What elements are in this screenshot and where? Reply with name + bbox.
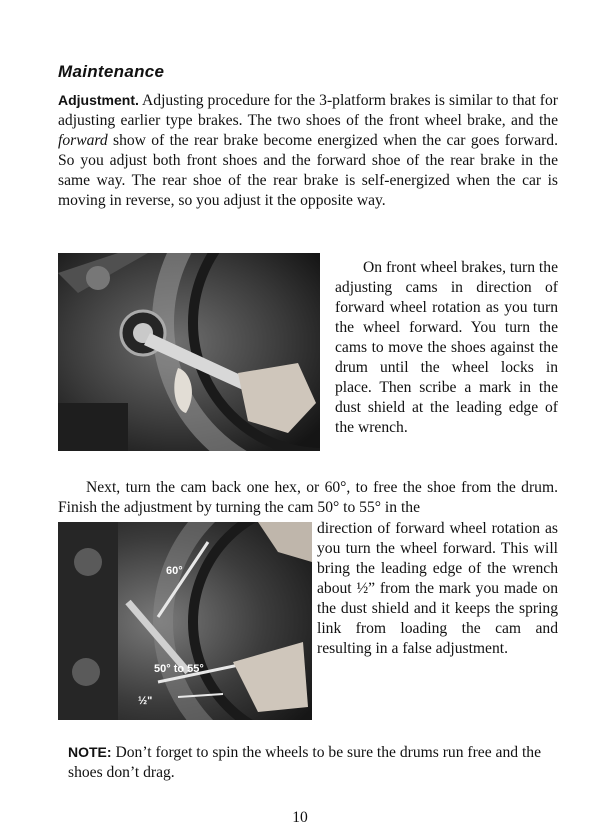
intro-text-2: show of the rear brake become energized when the car goes forward. So you adjust both front shoes and the forward shoe of the rear brake in the same way. The rear shoe of the rear brake is self-energized when the car is moving in reverse, so you adjust it the opposite way. [58, 132, 558, 209]
note-label: NOTE: [68, 744, 112, 760]
intro-paragraph [58, 90, 558, 211]
label-50-to-55-degrees: 50° to 55° [154, 663, 204, 675]
label-half-inch: ½" [138, 695, 153, 707]
intro-text-1: Adjusting procedure for the 3-platform brakes is similar to that for adjusting earlier type brakes. The two shoes of the front wheel brake, and the [58, 92, 558, 129]
photo-2-illustration [58, 522, 312, 720]
intro-emphasis: forward [58, 132, 108, 149]
photo-1-illustration [58, 253, 320, 451]
figure-1-caption: On front wheel brakes, turn the adjusting cams in direction of forward wheel rotation as you turn the wheel forward. You turn the cams to move the shoes against the drum until the wheel locks in place. Then scribe a mark in the dust shield at the leading edge of the wrench. [335, 259, 558, 436]
section-title: Maintenance [58, 62, 165, 81]
page-number: 10 [292, 809, 308, 826]
label-60-degrees: 60° [166, 565, 183, 577]
paragraph-2: Next, turn the cam back one hex, or 60°, to free the shoe from the drum. Finish the adjustment by turning the cam 50° to 55° in the [58, 479, 558, 516]
note-text: Don’t forget to spin the wheels to be sure the drums run free and the shoes don’t drag. [68, 744, 542, 781]
note [68, 742, 548, 783]
paragraph-2-continued: direction of forward wheel rotation as you turn the wheel forward. This will bring the leading edge of the wrench about ½” from the mark you made on the dust shield and it keeps the spring link from loading the cam and resulting in a false adjustment. [317, 520, 558, 657]
brake-adjustment-photo-1 [58, 253, 320, 451]
brake-adjustment-photo-2 [58, 522, 312, 720]
adjustment-heading: Adjustment. [58, 92, 139, 108]
